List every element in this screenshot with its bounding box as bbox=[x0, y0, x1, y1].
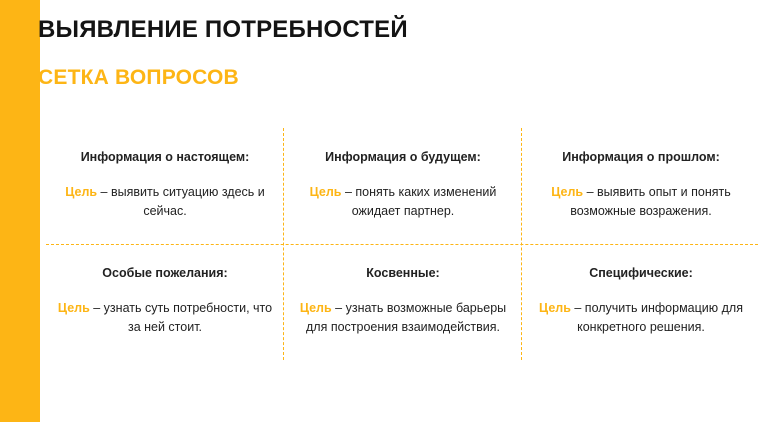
goal-label: Цель bbox=[65, 185, 98, 199]
cell-heading: Косвенные: bbox=[366, 266, 440, 280]
grid-cell-specific bbox=[522, 244, 760, 360]
cell-body bbox=[290, 183, 516, 221]
cell-text: – узнать возможные барьеры для построения взаимодействия. bbox=[305, 301, 507, 334]
cell-heading: Информация о прошлом: bbox=[562, 150, 720, 164]
cell-text: – понять каких изменений ожидает партнер. bbox=[341, 185, 497, 218]
accent-bar bbox=[0, 0, 40, 422]
grid-cell-present bbox=[46, 128, 284, 244]
goal-label: Цель bbox=[309, 185, 342, 199]
cell-text: – узнать суть потребности, что за ней стоит. bbox=[89, 301, 273, 334]
page-subtitle: СЕТКА ВОПРОСОВ bbox=[38, 66, 239, 89]
cell-body bbox=[528, 299, 754, 337]
cell-text: – выявить ситуацию здесь и сейчас. bbox=[97, 185, 265, 218]
cell-heading: Информация о настоящем: bbox=[80, 150, 250, 164]
goal-label: Цель bbox=[299, 301, 332, 315]
cell-body bbox=[528, 183, 754, 221]
cell-body bbox=[52, 183, 278, 221]
cell-heading: Информация о будущем: bbox=[325, 150, 481, 164]
cell-text: – получить информацию для конкретного решения. bbox=[570, 301, 743, 334]
grid-cell-special-wishes bbox=[46, 244, 284, 360]
question-grid bbox=[46, 128, 758, 360]
grid-cell-indirect bbox=[284, 244, 522, 360]
page-title: ВЫЯВЛЕНИЕ ПОТРЕБНОСТЕЙ bbox=[38, 16, 408, 43]
cell-heading: Особые пожелания: bbox=[102, 266, 228, 280]
grid-cell-past bbox=[522, 128, 760, 244]
goal-label: Цель bbox=[539, 301, 571, 315]
cell-heading: Специфические: bbox=[589, 266, 693, 280]
cell-text: – выявить опыт и понять возможные возражения. bbox=[570, 185, 731, 218]
cell-body bbox=[52, 299, 278, 337]
goal-label: Цель bbox=[551, 185, 584, 199]
cell-body bbox=[290, 299, 516, 337]
grid-cell-future bbox=[284, 128, 522, 244]
goal-label: Цель bbox=[57, 301, 90, 315]
